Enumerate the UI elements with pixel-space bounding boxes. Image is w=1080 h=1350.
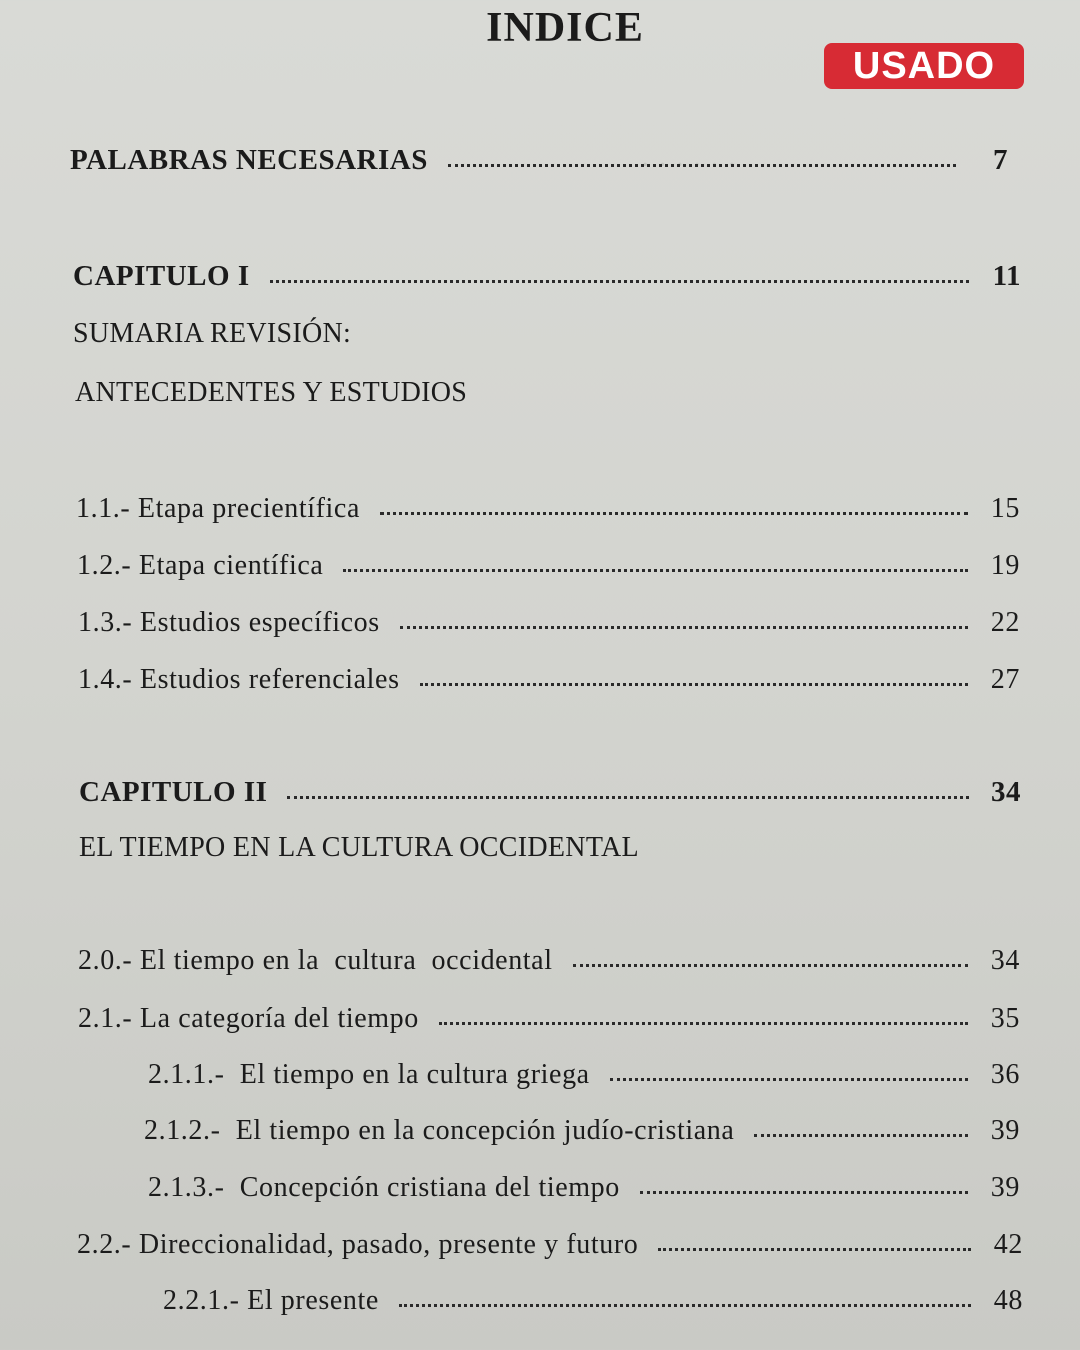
toc-page: 34 — [990, 945, 1020, 976]
toc-row-chapter-1[interactable] — [73, 260, 1021, 293]
toc-row[interactable] — [78, 607, 1020, 639]
toc-row[interactable] — [78, 945, 1020, 977]
toc-row[interactable] — [144, 1115, 1020, 1147]
toc-page: 39 — [990, 1115, 1020, 1146]
toc-page: 42 — [993, 1229, 1023, 1260]
toc-label: 1.2.- Etapa científica — [77, 550, 324, 581]
toc-page: 19 — [990, 550, 1020, 581]
dot-leader — [343, 568, 968, 572]
toc-label: 2.1.- La categoría del tiempo — [78, 1003, 419, 1034]
toc-label: 2.2.- Direccionalidad, pasado, presente y futuro — [77, 1229, 639, 1260]
page-title: INDICE — [486, 5, 644, 51]
toc-row[interactable] — [77, 550, 1020, 582]
chapter-1-subtitle-2: ANTECEDENTES Y ESTUDIOS — [75, 377, 468, 408]
dot-leader — [658, 1247, 971, 1251]
toc-row-front[interactable] — [70, 144, 1008, 177]
dot-leader — [610, 1077, 968, 1081]
toc-row[interactable] — [78, 1003, 1020, 1035]
dot-leader — [270, 279, 969, 283]
chapter-2-subtitle: EL TIEMPO EN LA CULTURA OCCIDENTAL — [79, 832, 639, 863]
toc-label: 2.2.1.- El presente — [163, 1285, 379, 1316]
toc-page: 22 — [990, 607, 1020, 638]
toc-row[interactable] — [76, 493, 1020, 525]
dot-leader — [448, 163, 956, 167]
bleed-through-text: · · · · · · — [640, 150, 737, 181]
toc-label: 2.1.3.- Concepción cristiana del tiempo — [148, 1172, 620, 1203]
dot-leader — [399, 1303, 971, 1307]
dot-leader — [573, 963, 968, 967]
toc-page: 39 — [990, 1172, 1020, 1203]
toc-page: 11 — [992, 260, 1021, 292]
toc-label: 2.1.1.- El tiempo en la cultura griega — [148, 1059, 590, 1090]
toc-label: 1.1.- Etapa precientífica — [76, 493, 360, 524]
toc-row[interactable] — [148, 1172, 1020, 1204]
dot-leader — [287, 795, 969, 799]
toc-row-chapter-2[interactable] — [79, 776, 1021, 809]
toc-row[interactable] — [78, 664, 1020, 696]
toc-label: PALABRAS NECESARIAS — [70, 144, 428, 176]
toc-page: 35 — [990, 1003, 1020, 1034]
toc-page: 7 — [993, 144, 1008, 176]
dot-leader — [420, 682, 968, 686]
toc-page: 27 — [990, 664, 1020, 695]
toc-label: CAPITULO II — [79, 776, 268, 808]
toc-page: 34 — [991, 776, 1021, 808]
toc-page: 15 — [990, 493, 1020, 524]
toc-page: 36 — [990, 1059, 1020, 1090]
dot-leader — [754, 1133, 968, 1137]
toc-label: 2.0.- El tiempo en la cultura occidental — [78, 945, 553, 976]
toc-label: 1.4.- Estudios referenciales — [78, 664, 400, 695]
dot-leader — [400, 625, 968, 629]
toc-row[interactable] — [148, 1059, 1020, 1091]
toc-row[interactable] — [163, 1285, 1023, 1317]
toc-page: 48 — [993, 1285, 1023, 1316]
toc-label: 2.1.2.- El tiempo en la concepción judío-cristiana — [144, 1115, 735, 1146]
dot-leader — [439, 1021, 968, 1025]
used-badge: USADO — [824, 43, 1024, 89]
toc-label: 1.3.- Estudios específicos — [78, 607, 380, 638]
toc-row[interactable] — [77, 1229, 1023, 1261]
dot-leader — [640, 1190, 968, 1194]
dot-leader — [380, 511, 968, 515]
toc-label: CAPITULO I — [73, 260, 250, 292]
chapter-1-subtitle-1: SUMARIA REVISIÓN: — [73, 318, 352, 349]
